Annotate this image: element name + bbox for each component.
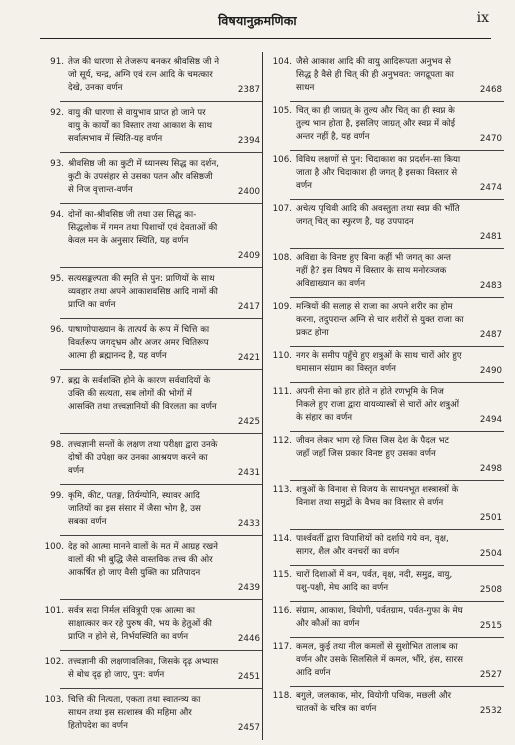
entry-rule [290,297,504,298]
entry-number: 102. [44,657,64,667]
entry-number: 96. [50,325,64,335]
entry-page: 2417 [237,302,260,312]
entry-page: 2501 [479,513,502,523]
entry-text: पाषाणोपाख्यान के तात्पर्य के रूप में चित्ति का विवर्तरूप जगद्भ्रम और अजर अमर चितिरूप आत्मा ही ब्रह्मानन्द है, यह वर्णन [68,325,210,361]
toc-entry [264,641,504,682]
entry-rule [60,599,262,600]
entry-page: 2431 [237,468,260,478]
entry-number: 114. [272,534,292,544]
entry-rule [60,650,262,651]
entry-rule [290,150,504,151]
toc-entry [40,694,262,735]
toc-entry [264,350,504,378]
entry-page: 2425 [237,417,260,427]
entry-page: 2446 [237,634,260,644]
entry-text: अविद्या के विनष्ट हुए बिना कहीं भी जगत् का अन्त नहीं है? इस विषय में विस्तार के साथ मनोरञ्जक अविद्याख्यान का वर्णन [296,253,452,289]
toc-entry [40,375,262,429]
entry-rule [290,431,504,432]
entry-text: चारों दिशाओं में वन, पर्वत, वृक्ष, नदी, समुद्र, वायु, पशु-पक्षी, मेघ आदि का वर्णन [296,570,453,593]
toc-entry [40,209,262,263]
entry-number: 91. [50,57,64,67]
entry-rule [60,318,262,319]
entry-page: 2421 [237,353,260,363]
entry-number: 117. [272,642,292,652]
toc-entry [264,386,504,427]
entry-number: 107. [272,204,292,214]
header-rule [40,38,491,39]
entry-page: 2508 [479,585,502,595]
entry-page: 2483 [479,281,502,291]
toc-entry [264,533,504,561]
entry-text: सत्यसङ्कल्पता की स्मृति से पुन: प्राणियों के साथ व्यवहार तथा अपने आकाशवसिष्ठ आदि नामों की प्राप्ति का वर्णन [68,274,218,310]
entry-text: जीवन लेकर भाग रहे जिस जिस देश के पैदल भट जहाँ जहाँ जिस प्रकार विनष्ट हुए उसका वर्णन [296,436,449,459]
entry-rule [290,529,504,530]
entry-text: तत्त्वज्ञानी सन्तों के लक्षण तथा परीक्षा द्वारा उनके दोषों की उपेक्षा कर उनका आश्रयण करने का वर्णन [68,440,218,476]
entry-page: 2468 [479,85,502,95]
entry-page: 2457 [237,723,260,733]
entry-number: 95. [50,274,64,284]
entry-text: तेज की धारणा से तेजरूप बनकर श्रीवसिष्ठ जी ने जो सूर्य, चन्द्र, अग्नि एवं रत्न आदि के चमत्कार देखे, उनका वर्णन [68,57,220,93]
entry-text: पार्श्ववर्ती द्वारा विपाशियों को दर्शाये गये वन, वृक्ष, सागर, शैल और वनचरों का वर्णन [296,534,449,557]
entry-text: अपनी सेना को हार होते न होते रणभूमि के निज निकले हुए राजा द्वारा वायव्यास्त्रों से चारों ओर शत्रुओं के संहार का वर्णन [296,387,459,423]
entry-text: अचेत्य पृथिवी आदि की अवस्तुता तथा स्वप्न की भाँति जगत् चित् का स्फुरण है, यह उपपादन [296,204,460,227]
right-column [264,54,504,738]
toc-entry [264,252,504,293]
page-header [0,0,515,44]
entry-number: 111. [272,387,292,397]
entry-page: 2532 [479,706,502,716]
toc-entry [264,154,504,195]
toc-entry [264,690,504,718]
entry-rule [290,101,504,102]
entry-rule [290,480,504,481]
entry-number: 98. [50,440,64,450]
entry-number: 93. [50,159,64,169]
entry-number: 97. [50,376,64,386]
column-divider [262,52,263,740]
entry-rule [290,565,504,566]
entry-text: मन्त्रियों की सलाह से राजा का अपने शरीर का होम करना, तदुपरान्त अग्नि से चार शरीरों से युक्त राजा का प्रकट होना [296,302,464,338]
entry-text: कृमि, कीट, पतङ्ग, तिर्यग्योनि, स्थावर आदि जातियों का इस संसार में जैसा भोग है, उस सबका वर्णन [68,491,201,527]
entry-rule [60,152,262,153]
entry-number: 104. [272,57,292,67]
toc-entry [40,158,262,199]
toc-entry [264,605,504,633]
entry-page: 2451 [237,672,260,682]
entry-number: 112. [272,436,292,446]
entry-rule [60,535,262,536]
entry-number: 118. [272,691,292,701]
entry-rule [60,101,262,102]
entry-text: बगुले, जलकाक, मोर, वियोगी पथिक, मछली और चातकों के चरित्र का वर्णन [296,691,452,714]
entry-number: 109. [272,302,292,312]
entry-text: वायु की धारणा से वायुभाव प्राप्त हो जाने पर वायु के कार्यों का विस्तार तथा आकाश के साथ सर्वात्मभाव में स्थिति-यह वर्णन [68,108,213,144]
entry-text: चित्ति की नित्यता, एकता तथा स्वातन्त्र्य का साधन तथा इस सत्शास्त्र की महिमा और हितोपदेश का वर्णन [68,695,201,731]
entry-text: ब्रह्म के सर्वशक्ति होने के कारण सर्ववादियों के उक्ति की सत्यता, सब लोगों की भोगों में आसक्ति तथा तत्त्वज्ञानियों की विरलता का वर्णन [68,376,217,412]
entry-number: 116. [272,606,292,616]
entry-number: 106. [272,155,292,165]
entry-number: 115. [272,570,292,580]
toc-entry [40,273,262,314]
toc-entry [264,435,504,476]
entry-page: 2481 [479,232,502,242]
entry-number: 108. [272,253,292,263]
toc-entry [40,107,262,148]
entry-page: 2490 [479,366,502,376]
entry-text: नगर के समीप पहुँचे हुए शत्रुओं के साथ चारों ओर हुए घमासान संग्राम का विस्तृत वर्णन [296,351,462,374]
left-column [40,54,262,738]
entry-rule [60,203,262,204]
entry-number: 94. [50,210,64,220]
entry-page: 2394 [237,136,260,146]
entry-page: 2515 [479,621,502,631]
entry-page: 2494 [479,415,502,425]
entry-rule [290,601,504,602]
entry-number: 99. [50,491,64,501]
entry-rule [290,686,504,687]
entry-rule [290,637,504,638]
entry-rule [60,267,262,268]
entry-text: विविध लक्षणों से पुन: चिदाकाश का प्रदर्शन-सा किया जाता है और चिदाकाश ही जगत् है इसका विस्तार से वर्णन [296,155,461,191]
entry-rule [60,688,262,689]
entry-text: श्रीवसिष्ठ जी का कुटी में ध्यानस्थ सिद्ध का दर्शन, कुटी के उपसंहार से उसका पतन और वसिष्ठजी से निज वृत्तान्त-वर्णन [68,159,219,195]
entry-rule [60,484,262,485]
entry-number: 100. [44,542,64,552]
entry-page: 2470 [479,134,502,144]
toc-entry [40,439,262,480]
entry-number: 103. [44,695,64,705]
entry-page: 2487 [479,330,502,340]
entry-number: 110. [272,351,292,361]
entry-text: कमल, कुई तथा नील कमलों से सुशोभित तालाब का वर्णन और उसके सिलसिले में कमल, भौंरे, हंस, सारस आदि वर्णन [296,642,463,678]
entry-rule [290,199,504,200]
entry-text: देह को आत्मा मानने वालों के मत में आग्रह रखने वालों की भी बुद्धि जैसे वास्तविक तत्त्व की ओर आकर्षित हो जाए वैसी युक्ति का प्रतिपादन [68,542,218,578]
entry-number: 105. [272,106,292,116]
entry-rule [60,369,262,370]
entry-text: जैसे आकाश आदि की वायु आदिरूपता अनुभव से सिद्ध है वैसे ही चित् की ही अनुभवत: जगद्रूपता का साधन [296,57,454,93]
entry-text: सर्वत्र सदा निर्मल संवित्रूपी एक आत्मा का साक्षात्कार कर रहे पुरुष की, भय के हेतुओं की प्राप्ति न होने से, निर्भयस्थिति का वर्णन [68,606,212,642]
toc-entry [40,56,262,97]
entry-rule [290,248,504,249]
toc-entry [40,490,262,531]
entry-page: 2527 [479,670,502,680]
entry-text: शत्रुओं के विनाश से विजय के साधनभूत शस्त्रास्त्रों के विनाश तथा समुद्रों के वैभव का विस्तार से वर्णन [296,485,459,508]
toc-entry [264,484,504,525]
entry-rule [290,346,504,347]
toc-entry [264,105,504,146]
entry-rule [290,382,504,383]
toc-entry [40,605,262,646]
page-title: विषयानुक्रमणिका [218,13,297,28]
toc-entry [40,541,262,595]
page-number: ix [476,10,489,26]
entry-page: 2433 [237,519,260,529]
entry-text: दोनों का-श्रीवसिष्ठ जी तथा उस सिद्ध का-सिद्धलोक में गमन तथा पिशाचों एवं देवताओं की केवल मन के अनुसार स्थिति, यह वर्णन [68,210,218,246]
entry-page: 2400 [237,187,260,197]
entry-page: 2498 [479,464,502,474]
entry-text: चित् का ही जाग्रत् के तुल्य और चित् का ही स्वप्न के तुल्य भान होता है, इसलिए जाग्रत् और स्वप्न में कोई अन्तर नहीं है, यह वर्णन [296,106,456,142]
entry-number: 101. [44,606,64,616]
entry-number: 92. [50,108,64,118]
toc-entry [264,56,504,97]
entry-page: 2504 [479,549,502,559]
entry-page: 2387 [237,85,260,95]
entry-text: तत्त्वज्ञानी की लक्षणावलिका, जिसके दृढ़ अभ्यास से बोध दृढ़ हो जाए, पुन: वर्णन [68,657,219,680]
toc-entry [40,324,262,365]
entry-rule [60,433,262,434]
entry-page: 2409 [237,251,260,261]
toc-entry [264,569,504,597]
entry-text: संग्राम, आकाश, वियोगी, पर्वतग्राम, पर्वत-गुफा के मेघ और कौओं का वर्णन [296,606,463,629]
toc-entry [40,656,262,684]
toc-entry [264,301,504,342]
entry-page: 2439 [237,583,260,593]
entry-number: 113. [272,485,292,495]
toc-entry [264,203,504,244]
entry-page: 2474 [479,183,502,193]
